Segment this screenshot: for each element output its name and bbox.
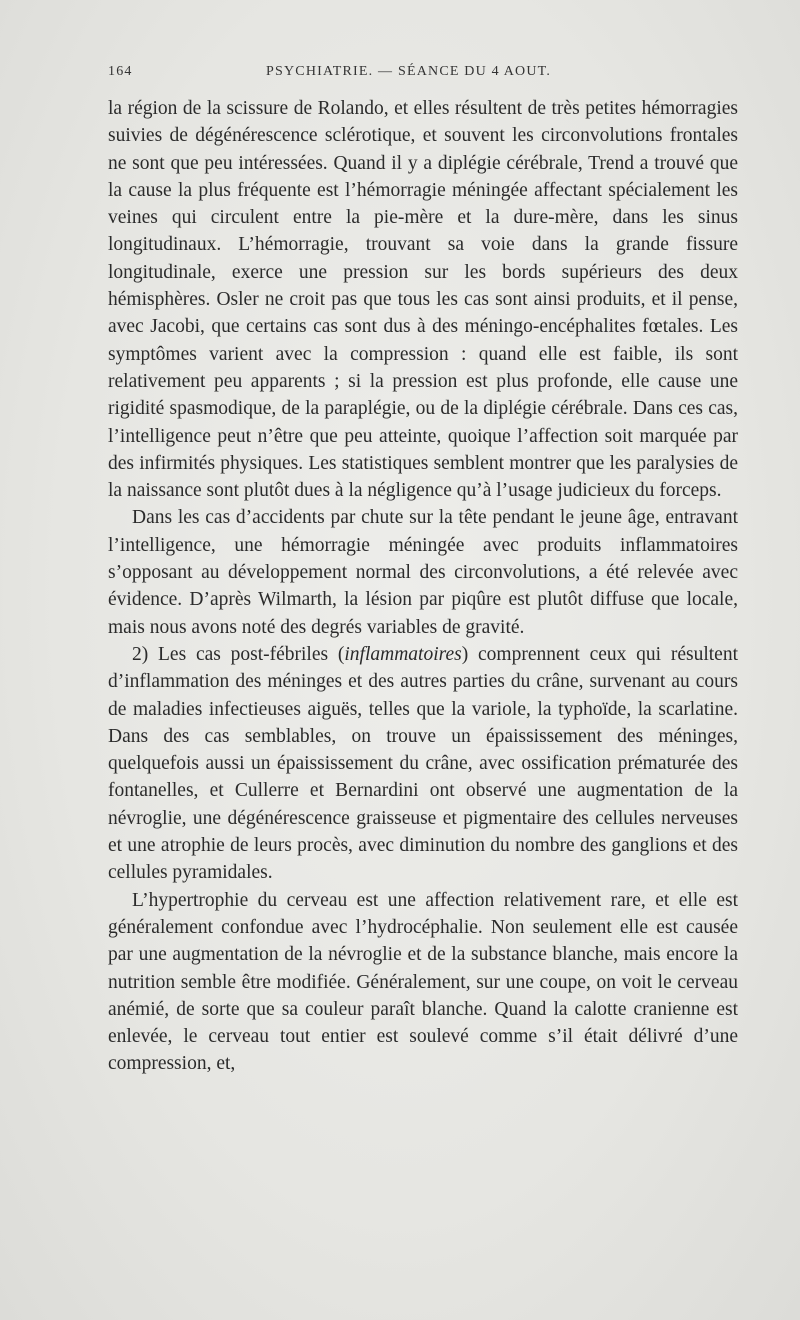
italic-term: inflammatoires <box>344 643 462 665</box>
paragraph-4: L’hypertrophie du cerveau est une affection relativement rare, et elle est généralement confondue avec l’hydrocéphalie. Non seulement elle est causée par une augmentation de la névroglie et de la substance blanche, mais encore la nutrition semble être modifiée. Généralement, sur une coupe, on voit le cerveau anémié, de sorte que sa couleur paraît blanche. Quand la calotte cranienne est enlevée, le cerveau tout entier est soulevé comme s’il était délivré d’une compression, et, <box>108 889 738 1075</box>
page-number: 164 <box>108 64 133 79</box>
paragraph-3-start: 2) Les cas post-fébriles ( <box>132 643 345 665</box>
paragraph-2: Dans les cas d’accidents par chute sur la tête pendant le jeune âge, entravant l’intelligence, une hémorragie méningée avec produits inflammatoires s’opposant au développement normal des circonvolutions, a été relevée avec évidence. D’après Wilmarth, la lésion par piqûre est plutôt diffuse que locale, mais nous avons noté des degrés variables de gravité. <box>108 507 738 638</box>
paragraph-3-rest: ) comprennent ceux qui résultent d’inflammation des méninges et des autres parties du crâne, survenant au cours de maladies infectieuses aiguës, telles que la variole, la typhoïde, la scarlatine. Dans des cas semblables, on trouve un épaississement des méninges, quelquefois aussi un épaississement du crâne, avec ossification prématurée des fontanelles, et Cullerre et Bernardini ont observé une augmentation de la névroglie, une dégénérescence graisseuse et pigmentaire des cellules nerveuses et une atrophie de leurs procès, avec diminution du nombre des ganglions et des cellules pyramidales. <box>108 643 738 884</box>
paragraph-3 <box>108 641 738 887</box>
page-header <box>108 64 736 88</box>
body-text <box>108 95 738 1078</box>
running-head: PSYCHIATRIE. — SÉANCE DU 4 AOUT. <box>266 64 552 79</box>
paragraph-1: la région de la scissure de Rolando, et elles résultent de très petites hémorragies suivies de dégénérescence sclérotique, et souvent les circonvolutions frontales ne sont que peu intéressées. Quand il y a diplégie cérébrale, Trend a trouvé que la cause la plus fréquente est l’hémorragie méningée affectant spécialement les veines qui circulent entre la pie-mère et la dure-mère, dans les sinus longitudinaux. L’hémorragie, trouvant sa voie dans la grande fissure longitudinale, exerce une pression sur les bords supérieurs des deux hémisphères. Osler ne croit pas que tous les cas sont ainsi produits, et il pense, avec Jacobi, que certains cas sont dus à des méningo-encéphalites fœtales. Les symptômes varient avec la compression : quand elle est faible, ils sont relativement peu apparents ; si la pression est plus profonde, elle cause une rigidité spasmodique, de la paraplégie, ou de la diplégie cérébrale. Dans ces cas, l’intelligence peut n’être que peu atteinte, quoique l’affection soit marquée par des infirmités physiques. Les statistiques semblent montrer que les paralysies de la naissance sont plutôt dues à la négligence qu’à l’usage judicieux du forceps. <box>108 98 738 502</box>
